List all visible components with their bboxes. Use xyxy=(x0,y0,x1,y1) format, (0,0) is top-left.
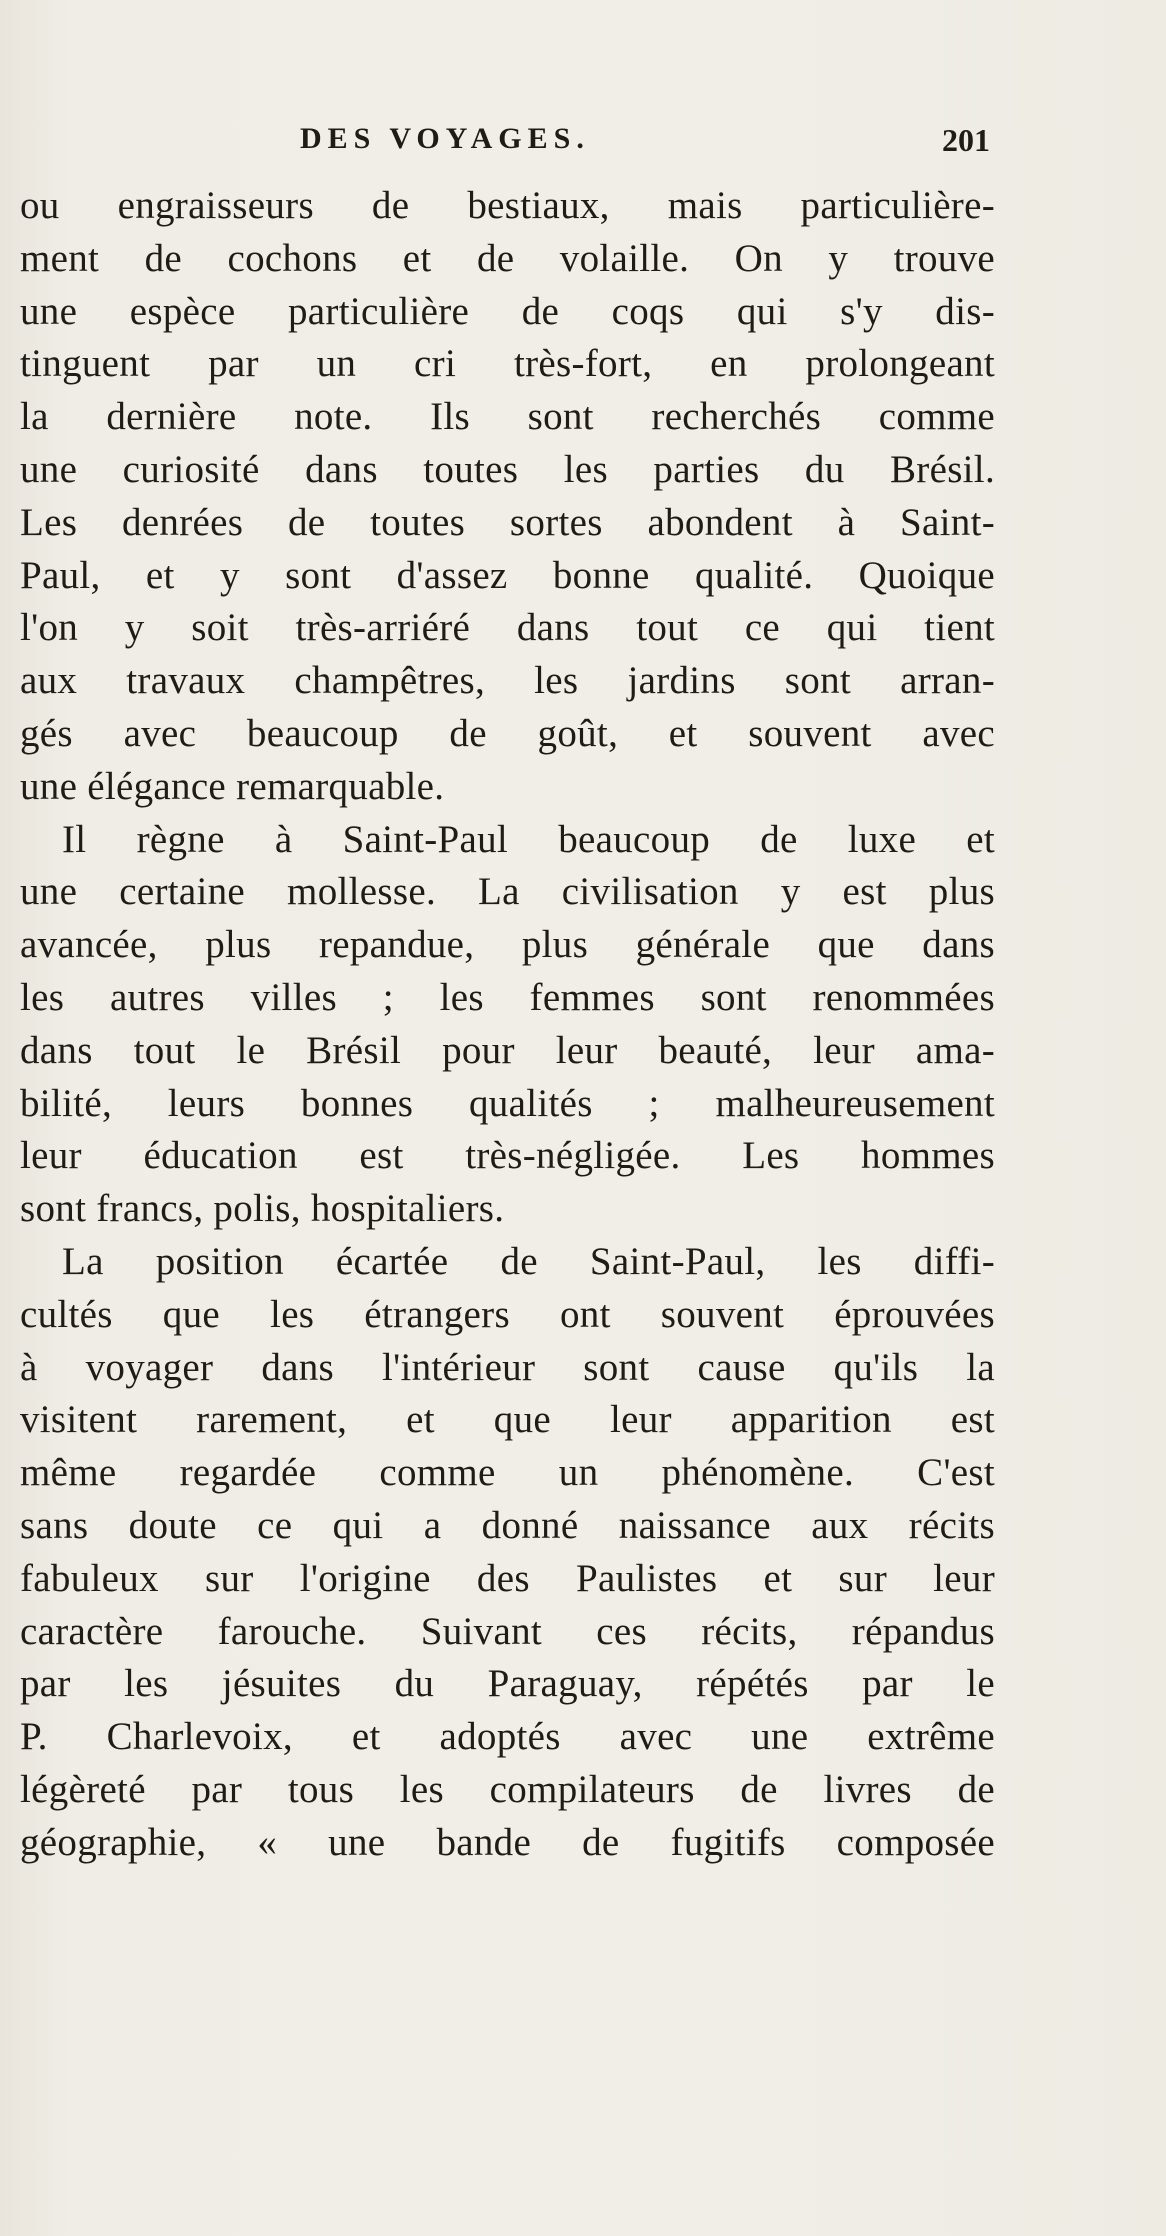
text-line-7: Les denrées de toutes sortes abondent à Saint- xyxy=(20,500,995,544)
text-line-1: ou engraisseurs de bestiaux, mais particulière- xyxy=(20,184,995,227)
page-number: 201 xyxy=(942,122,990,158)
text-line-32: géographie, « une bande de fugitifs composée xyxy=(20,1820,995,1864)
text-line-18: bilité, leurs bonnes qualités ; malheureusement xyxy=(20,1081,995,1125)
text-line-17: dans tout le Brésil pour leur beauté, leur ama- xyxy=(20,1028,995,1072)
text-line-5: la dernière note. Ils sont recherchés comme xyxy=(20,395,995,439)
text-line-2: ment de cochons et de volaille. On y trouve xyxy=(20,236,995,280)
text-line-6: une curiosité dans toutes les parties du Brésil. xyxy=(20,447,995,491)
body-text xyxy=(20,180,995,1870)
text-line-3: une espèce particulière de coqs qui s'y dis- xyxy=(20,289,995,333)
text-line-14: une certaine mollesse. La civilisation y est plus xyxy=(20,870,995,914)
text-line-8: Paul, et y sont d'assez bonne qualité. Quoique xyxy=(20,553,995,597)
text-line-30: P. Charlevoix, et adoptés avec une extrême xyxy=(20,1715,995,1759)
text-line-23: à voyager dans l'intérieur sont cause qu'ils la xyxy=(20,1345,995,1389)
text-line-21: La position écartée de Saint-Paul, les diffi- xyxy=(62,1239,995,1283)
text-line-29: par les jésuites du Paraguay, répétés par le xyxy=(20,1662,995,1706)
text-line-16: les autres villes ; les femmes sont renommées xyxy=(20,975,995,1019)
text-line-11: gés avec beaucoup de goût, et souvent avec xyxy=(20,711,995,755)
text-line-4: tinguent par un cri très-fort, en prolongeant xyxy=(20,342,995,386)
text-line-15: avancée, plus repandue, plus générale que dans xyxy=(20,923,995,967)
text-line-31: légèreté par tous les compilateurs de livres de xyxy=(20,1767,995,1811)
text-line-10: aux travaux champêtres, les jardins sont arran- xyxy=(20,659,995,703)
page-header xyxy=(300,122,990,166)
text-line-24: visitent rarement, et que leur apparition est xyxy=(20,1398,995,1442)
text-line-19: leur éducation est très-négligée. Les hommes xyxy=(20,1134,995,1178)
text-line-26: sans doute ce qui a donné naissance aux récits xyxy=(20,1503,995,1547)
text-line-13: Il règne à Saint-Paul beaucoup de luxe et xyxy=(62,817,995,861)
text-line-27: fabuleux sur l'origine des Paulistes et sur leur xyxy=(20,1556,995,1600)
text-line-9: l'on y soit très-arriéré dans tout ce qui tient xyxy=(20,606,995,650)
text-line-20: sont francs, polis, hospitaliers. xyxy=(20,1187,505,1231)
text-line-28: caractère farouche. Suivant ces récits, répandus xyxy=(20,1609,995,1653)
running-head: DES VOYAGES. xyxy=(300,122,590,155)
text-line-25: même regardée comme un phénomène. C'est xyxy=(20,1451,995,1495)
text-line-12: une élégance remarquable. xyxy=(20,764,445,808)
text-line-22: cultés que les étrangers ont souvent éprouvées xyxy=(20,1292,995,1336)
